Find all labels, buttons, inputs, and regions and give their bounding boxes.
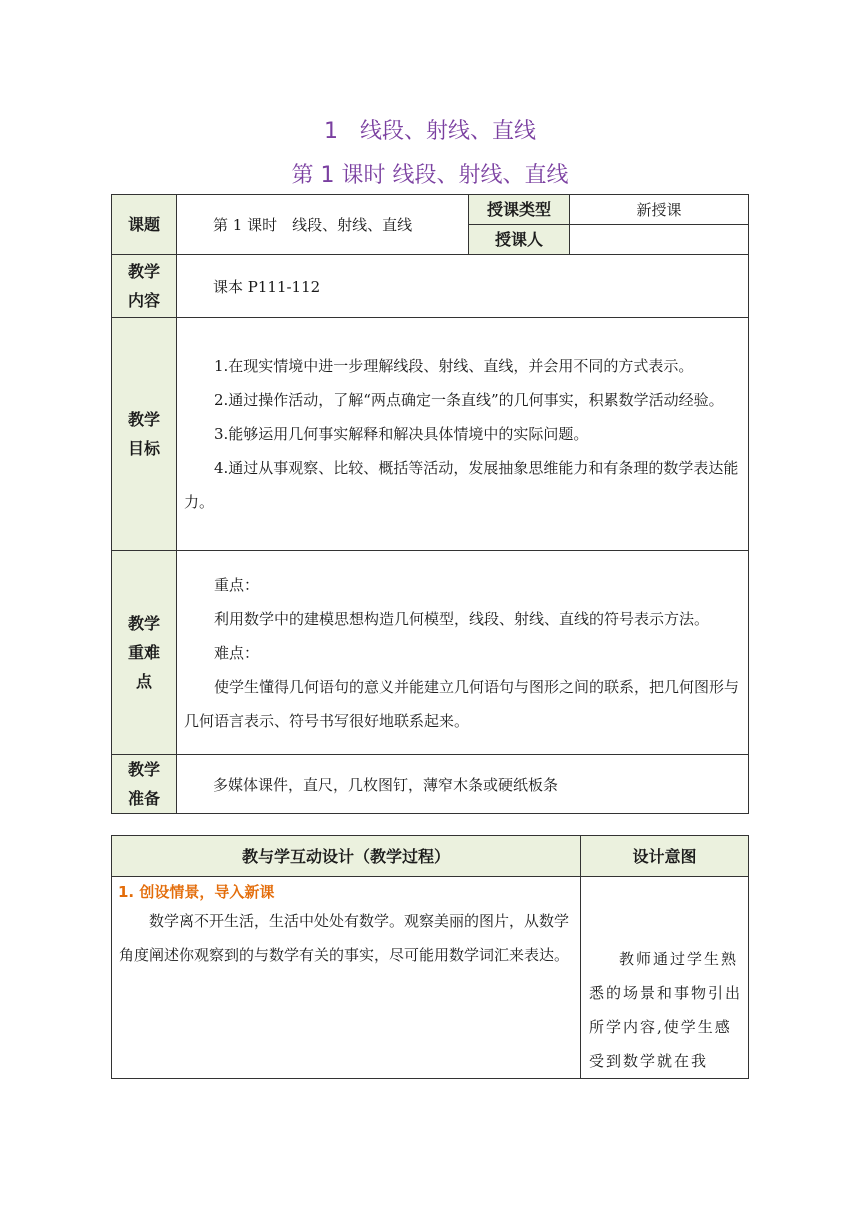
goal-item: 1.在现实情境中进一步理解线段、射线、直线，并会用不同的方式表示。	[214, 357, 694, 375]
goals-label: 教学 目标	[112, 318, 177, 551]
difficulty-text: 使学生懂得几何语句的意义并能建立几何语句与图形之间的联系，把几何图形与几何语言表示、符号书写很好地联系起来。	[184, 677, 740, 730]
content-value: 课本 P111-112	[177, 255, 749, 318]
goal-item: 4.通过从事观察、比较、概括等活动，发展抽象思维能力和有条理的数学表达能力。	[184, 459, 739, 511]
teacher-value	[570, 225, 749, 255]
intent-header: 设计意图	[581, 836, 749, 877]
content-label: 教学 内容	[112, 255, 177, 318]
process-cell	[112, 877, 581, 1079]
type-value: 新授课	[570, 195, 749, 225]
goal-item: 3.能够运用几何事实解释和解决具体情境中的实际问题。	[214, 425, 589, 443]
teacher-label: 授课人	[469, 225, 570, 255]
keypoint-text: 利用数学中的建模思想构造几何模型，线段、射线、直线的符号表示方法。	[214, 609, 710, 628]
keypoint-heading: 重点：	[214, 575, 260, 594]
topic-label: 课题	[112, 195, 177, 255]
lesson-subtitle: 第 1 课时 线段、射线、直线	[291, 163, 569, 188]
goal-item: 2.通过操作活动，了解“两点确定一条直线”的几何事实，积累数学活动经验。	[214, 391, 724, 409]
prep-label: 教学 准备	[112, 755, 177, 814]
prep-value: 多媒体课件，直尺，几枚图钉，薄窄木条或硬纸板条	[177, 755, 749, 814]
section-text: 数学离不开生活，生活中处处有数学。观察美丽的图片，从数学角度阐述你观察到的与数学有关的事实，尽可能用数学词汇来表达。	[119, 912, 570, 964]
process-header: 教与学互动设计（教学过程）	[112, 836, 581, 877]
difficulty-heading: 难点：	[214, 643, 260, 662]
teaching-process-table	[111, 835, 749, 1079]
lesson-info-table	[111, 194, 749, 814]
topic-value: 第 1 课时 线段、射线、直线	[177, 195, 469, 255]
type-label: 授课类型	[469, 195, 570, 225]
intent-text: 教师通过学生熟悉的场景和事物引出所学内容,使学生感受到数学就在我	[589, 950, 743, 1070]
keypoints-label: 教学 重难 点	[112, 551, 177, 755]
lesson-title: 1 线段、射线、直线	[324, 119, 536, 144]
goals-cell	[177, 318, 749, 551]
keypoints-cell	[177, 551, 749, 755]
section-title: 1. 创设情景，导入新课	[118, 883, 275, 901]
intent-cell	[581, 877, 749, 1079]
